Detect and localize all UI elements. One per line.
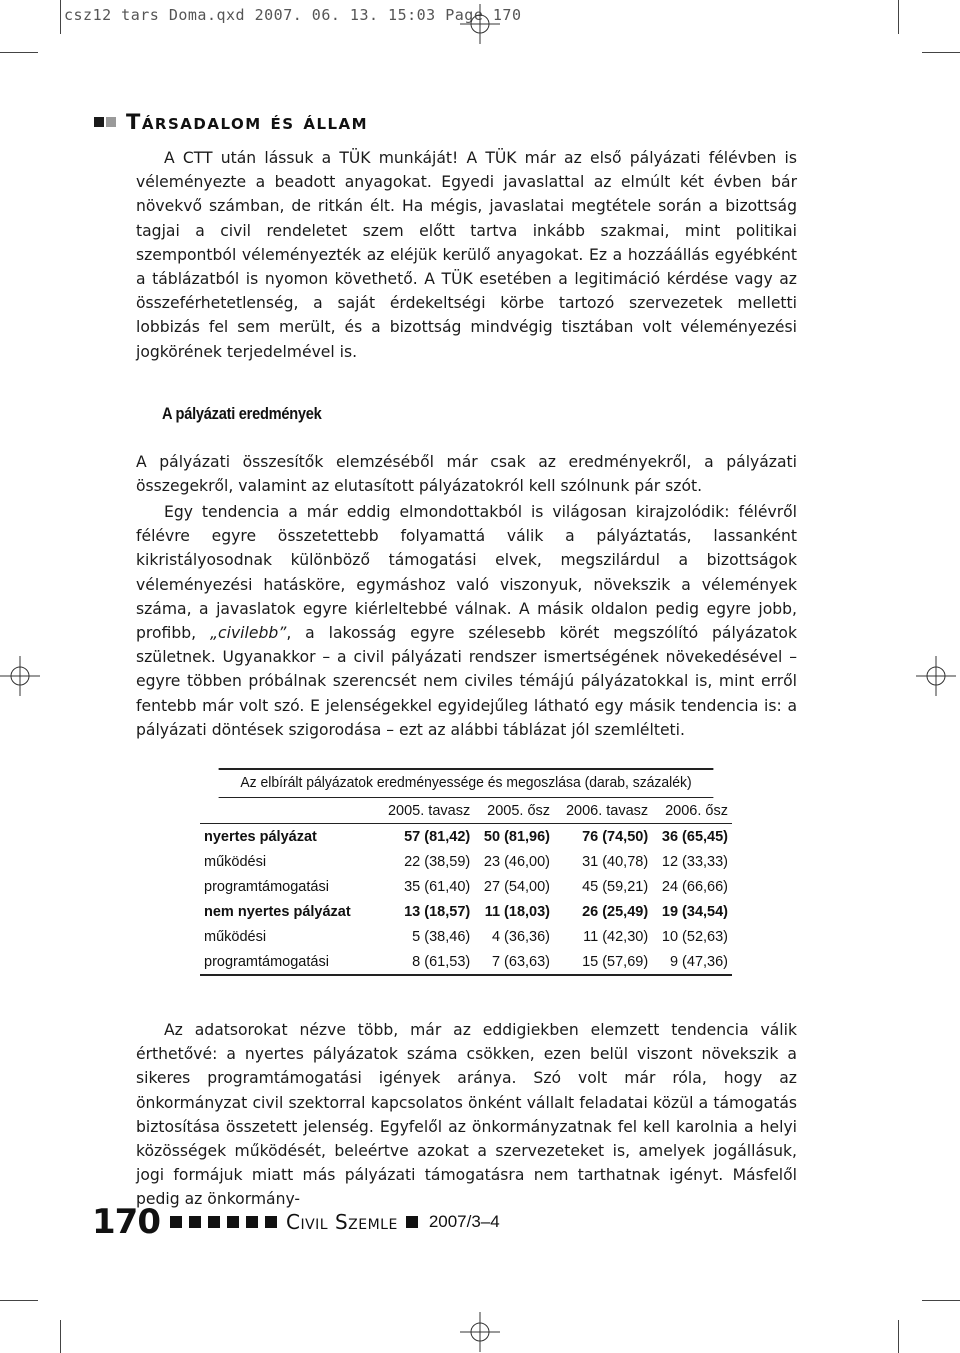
- row-label: programtámogatási: [204, 878, 329, 895]
- table-cell: 35 (61,40): [404, 878, 471, 895]
- square-bullet-icon: [246, 1216, 258, 1228]
- page-number: 170: [92, 1202, 160, 1242]
- square-bullet-icon: [227, 1216, 239, 1228]
- column-header: [200, 798, 376, 824]
- table-cell: 22 (38,59): [404, 853, 471, 870]
- print-slug: csz12 tars Doma.qxd 2007. 06. 13. 15:03 Page 170: [64, 6, 522, 24]
- table-cell: 11 (18,03): [484, 903, 551, 920]
- table-row: [200, 874, 732, 899]
- column-header: 2006. ősz: [652, 798, 732, 824]
- crop-mark: [60, 0, 61, 34]
- square-bullet-icon: [106, 117, 116, 127]
- registration-mark-icon: [460, 1312, 500, 1352]
- intro-paragraph-text: A CTT után lássuk a TÜK munkáját! A TÜK már az első pályázati félévben is véleményezte a beadott anyagokat. Egyedi javaslattal az elmúlt két évben bár növekvő számban, de ritkán élt. Ha mégis, javaslatai megtétele során a bizottság tagjai a civil rendeletet szem előtt tartva inkább szakmai, mint politikai szempontból véleményezték az eléjük kerülő anyagokat. Ez a hozzáállás egyébként a táblázatból is nyomon követhető. A TÜK esetében a legitimáció kérdése vagy az összeférhetetlenség, a saját érdekeltségi körbe tartozó szervezetek melletti lobbizás fel sem merült, és a bizottság mindvégig tisztában volt véleményezési jogkörének terjedelmével is.: [136, 149, 797, 361]
- registration-mark-icon: [460, 4, 500, 44]
- table-cell: 26 (25,49): [582, 903, 649, 920]
- results-paragraph-2: [136, 500, 797, 742]
- column-header: 2006. tavasz: [554, 798, 652, 824]
- row-label: működési: [204, 928, 267, 945]
- table-cell: 10 (52,63): [661, 928, 728, 945]
- square-bullet-icon: [189, 1216, 201, 1228]
- table-cell: 12 (33,33): [661, 853, 728, 870]
- results-table: [200, 768, 732, 976]
- table-cell: 31 (40,78): [582, 853, 649, 870]
- intro-paragraph: [136, 146, 797, 364]
- table-cell: 76 (74,50): [582, 828, 649, 845]
- square-bullet-icon: [208, 1216, 220, 1228]
- subheading: A pályázati eredmények: [162, 404, 322, 423]
- table-cell: 50 (81,96): [483, 828, 551, 845]
- registration-mark-icon: [0, 656, 40, 696]
- square-bullet-icon: [265, 1216, 277, 1228]
- crop-mark: [0, 52, 38, 53]
- table-cell: 11 (42,30): [583, 928, 649, 945]
- column-header: 2005. ősz: [474, 798, 554, 824]
- table-cell: 9 (47,36): [652, 949, 732, 975]
- table-cell: 5 (38,46): [412, 928, 471, 945]
- emphasis-text: „civilebb”: [209, 624, 287, 643]
- crop-mark: [898, 1320, 899, 1353]
- table-cell: 24 (66,66): [661, 878, 728, 895]
- table-cell: 13 (18,57): [404, 903, 471, 920]
- row-label: nem nyertes pályázat: [204, 903, 351, 920]
- table-grid: [200, 798, 732, 976]
- table-cell: 36 (65,45): [661, 828, 728, 845]
- square-bullet-icon: [170, 1216, 182, 1228]
- table-cell: 15 (57,69): [554, 949, 652, 975]
- square-bullet-icon: [94, 117, 104, 127]
- section-title: Társadalom és állam: [126, 110, 369, 134]
- page-footer: [92, 1202, 500, 1242]
- table-cell: 8 (61,53): [376, 949, 474, 975]
- results-paragraph-2-after: , a lakosság egyre szélesebb körét megszólító pályázatok születnek. Ugyanakkor – a civil pályázati rendszer ismertségének növekedésével – egyre többen próbálnak szerencsét nem civiles témájú pályázatokkal is, mint erről fentebb már volt szó. E jelenségekkel egyidejűleg látható egy másik tendencia is: a pályázati döntések szigorodása – ezt az alábbi táblázat jól szemlélteti.: [136, 624, 797, 739]
- registration-mark-icon: [916, 656, 956, 696]
- crop-mark: [60, 1320, 61, 1353]
- results-paragraph-1-text: A pályázati összesítők elemzéséből már csak az eredményekről, a pályázati összegekről, valamint az elutasított pályázatokról kell szólnunk pár szót.: [136, 453, 797, 496]
- row-label: működési: [204, 853, 267, 870]
- crop-mark: [922, 52, 960, 53]
- row-label: nyertes pályázat: [204, 828, 317, 845]
- table-cell: 57 (81,42): [404, 828, 471, 845]
- journal-name: Civil Szemle: [285, 1210, 398, 1234]
- crop-mark: [898, 0, 899, 34]
- table-cell: 19 (34,54): [661, 903, 728, 920]
- column-header: 2005. tavasz: [376, 798, 474, 824]
- table-cell: 27 (54,00): [483, 878, 551, 895]
- table-cell: 4 (36,36): [491, 928, 551, 945]
- closing-paragraph: [136, 1018, 797, 1212]
- table-row: [200, 849, 732, 874]
- crop-mark: [922, 1300, 960, 1301]
- table-row: [200, 949, 732, 975]
- table-cell: 45 (59,21): [582, 878, 649, 895]
- table-cell: 7 (63,63): [474, 949, 554, 975]
- table-row: [200, 924, 732, 949]
- results-paragraph-2-before: Egy tendencia a már eddig elmondottakból is világosan kirajzolódik: félévről félévre egyre összetettebb folyamattá válik a pályáztatás, lassanként kikristályosodnak különböző támogatási elvek, megszilárdul a bizottságok véleményezési hatásköre, egymáshoz való viszonyuk, növekszik a vélemények száma, a javaslatok egyre kiérleltebbé válnak. A másik oldalon pedig egyre jobb, profibb,: [136, 503, 797, 643]
- section-heading: [94, 110, 368, 134]
- table-header-row: [200, 798, 732, 824]
- crop-mark: [0, 1300, 38, 1301]
- table-cell: 23 (46,00): [483, 853, 551, 870]
- table-caption: Az elbírált pályázatok eredményessége és megoszlása (darab, százalék): [219, 768, 714, 798]
- issue-number: 2007/3–4: [428, 1212, 500, 1231]
- closing-paragraph-text: Az adatsorokat nézve több, már az eddigiekben elemzett tendencia válik érthetővé: a nyertes pályázatok száma csökken, ezen belül viszont növekszik a sikeres programtámogatási igények aránya. Szó volt már róla, hogy az önkormányzat civil szektorral kapcsolatos önként vállalt feladatai közül a támogatás biztosítása összetett jelenség. Egyfelől az önkormányzatnak fel kell karolnia a helyi közösségek működését, beleértve azokat a szervezeteket is, amelyek jogállásuk, jogi formájuk miatt más pályázati támogatásra nem tarthatnak igényt. Másfelől pedig az önkormány-: [136, 1021, 797, 1209]
- table-row: [200, 899, 732, 924]
- square-bullet-icon: [406, 1216, 418, 1228]
- row-label: programtámogatási: [200, 949, 376, 975]
- results-paragraph-1: [136, 450, 797, 498]
- table-row: [200, 824, 732, 850]
